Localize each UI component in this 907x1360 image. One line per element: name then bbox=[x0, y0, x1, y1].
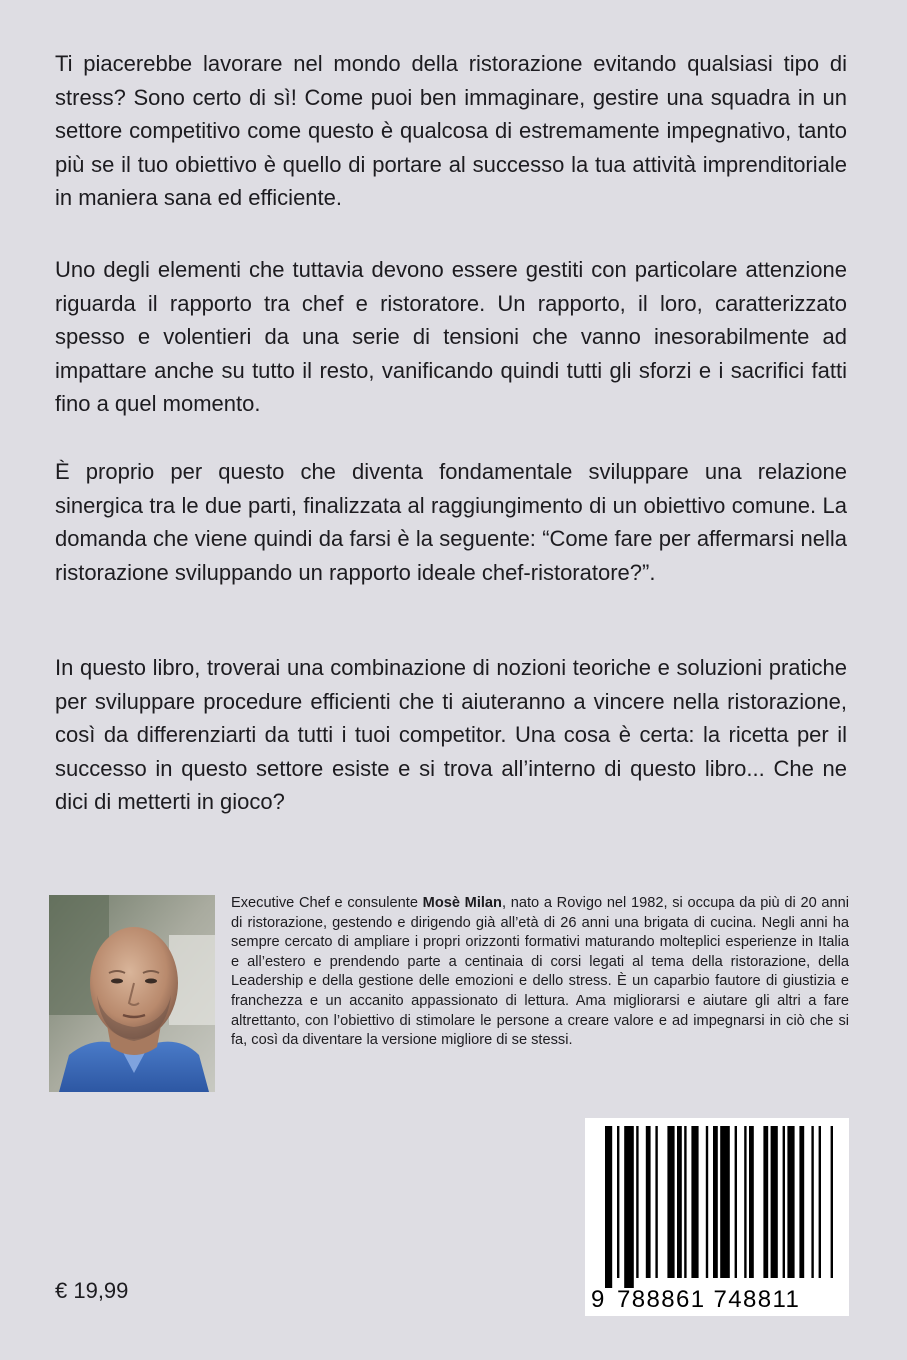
barcode-bar bbox=[799, 1126, 804, 1278]
barcode-bar bbox=[819, 1126, 821, 1278]
barcode-bar bbox=[636, 1126, 638, 1278]
barcode-bar bbox=[684, 1126, 686, 1278]
isbn-barcode bbox=[585, 1118, 849, 1316]
barcode-bar bbox=[831, 1126, 833, 1278]
barcode-bar bbox=[624, 1126, 634, 1288]
barcode-bar bbox=[617, 1126, 619, 1278]
barcode-bar bbox=[677, 1126, 682, 1278]
barcode-bar bbox=[605, 1126, 612, 1288]
barcode-bar bbox=[735, 1126, 737, 1278]
barcode-bars bbox=[585, 1118, 849, 1288]
barcode-bar bbox=[706, 1126, 708, 1278]
barcode-bar bbox=[691, 1126, 698, 1278]
author-name: Mosè Milan bbox=[422, 895, 502, 911]
barcode-bar bbox=[655, 1126, 657, 1278]
isbn-digits: 788861 748811 bbox=[617, 1286, 801, 1313]
barcode-bar bbox=[771, 1126, 778, 1278]
author-bio bbox=[231, 894, 849, 1051]
author-bio-body: , nato a Rovigo nel 1982, si occupa da più di 20 anni di ristorazione, gestendo e dirigendo già all’età di 26 anni una brigata di cucina. Negli anni ha sempre cercato di ampliare i propri orizzonti formativi maturando molteplici esperienze in Italia e all’estero e prendendo parte a centinaia di corsi legati al tema della ristorazione, della Leadership e della gestione delle emozioni e dello stress. È un caparbio fautore di giustizia e franchezza e un accanito appassionato di lettura. Ama migliorarsi e aiutare gli altri a fare altrettanto, con l’obiettivo di stimolare le persone a creare valore e ad impegnarsi in ciò che si fa, così da diventare la versione migliore di se stessi. bbox=[231, 895, 849, 1049]
author-portrait-illustration bbox=[49, 895, 215, 1092]
isbn-first-digit: 9 bbox=[591, 1286, 606, 1313]
barcode-bar bbox=[667, 1126, 674, 1278]
blurb-paragraph-3: È proprio per questo che diventa fondamentale sviluppare una relazione sinergica tra le due parti, finalizzata al raggiungimento di un obiettivo comune. La domanda che viene quindi da farsi è la seguente: “Come fare per affermarsi nella ristorazione sviluppando un rapporto ideale chef-ristoratore?”. bbox=[55, 459, 847, 585]
author-bio-intro: Executive Chef e consulente bbox=[231, 895, 423, 911]
barcode-bar bbox=[787, 1126, 794, 1278]
blurb-paragraph-4: In questo libro, troverai una combinazione di nozioni teoriche e soluzioni pratiche per sviluppare procedure efficienti che ti aiuteranno a vincere nella ristorazione, così da differenziarti da tutti i tuoi competitor. Una cosa è certa: la ricetta per il successo in questo settore esiste e si trova all’interno di questo libro... Che ne dici di metterti in gioco? bbox=[55, 655, 847, 814]
blurb-paragraph-2: Uno degli elementi che tuttavia devono essere gestiti con particolare attenzione riguarda il rapporto tra chef e ristoratore. Un rapporto, il loro, caratterizzato spesso e volentieri da una serie di tensioni che vanno inesorabilmente ad impattare anche su tutto il resto, vanificando quindi tutti gli sforzi e i sacrifici fatti fino a quel momento. bbox=[55, 257, 847, 416]
barcode-bar bbox=[646, 1126, 651, 1278]
barcode-bar bbox=[783, 1126, 785, 1278]
author-photo bbox=[49, 895, 215, 1092]
barcode-bar bbox=[744, 1126, 746, 1278]
barcode-bar bbox=[811, 1126, 813, 1278]
price-label: € 19,99 bbox=[55, 1278, 129, 1303]
barcode-bar bbox=[763, 1126, 768, 1278]
barcode-bar bbox=[720, 1126, 730, 1278]
blurb-paragraph-1: Ti piacerebbe lavorare nel mondo della ristorazione evitando qualsiasi tipo di stress? Sono certo di sì! Come puoi ben immaginare, gestire una squadra in un settore competitivo come questo è qualcosa di estremamente impegnativo, tanto più se il tuo obiettivo è quello di portare al successo la tua attività imprenditoriale in maniera sana ed efficiente. bbox=[55, 51, 847, 210]
barcode-bar bbox=[713, 1126, 718, 1278]
barcode-bar bbox=[749, 1126, 754, 1278]
